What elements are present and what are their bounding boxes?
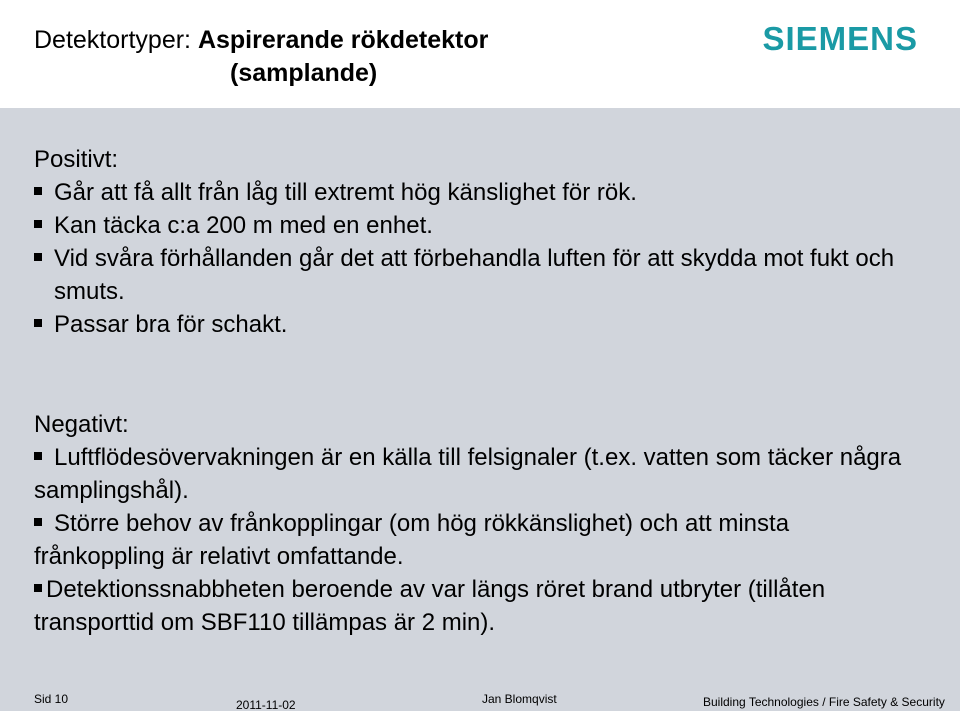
negative-heading: Negativt: [34, 411, 129, 438]
positive-heading: Positivt: [34, 146, 119, 173]
square-bullet-icon [34, 319, 42, 327]
positive-item-text: Vid svåra förhållanden går det att förbehandla luften för att skydda mot fukt och smuts. [54, 245, 895, 305]
positive-item-text: Passar bra för schakt. [54, 311, 288, 338]
negative-item-text: Luftflödesövervakningen är en källa till felsignaler (t.ex. vatten som täcker några samplingshål). [34, 444, 902, 504]
slide-content [0, 108, 960, 678]
negative-item-text: Större behov av frånkopplingar (om hög rökkänslighet) och att minsta frånkoppling är relativt omfattande. [34, 510, 790, 570]
slide-footer [0, 678, 960, 711]
footer-date: 2011-11-02 [236, 698, 296, 712]
siemens-logo: SIEMENS [762, 20, 918, 57]
negative-section [34, 408, 920, 639]
negative-item-text: Detektionssnabbheten beroende av var längs röret brand utbryter (tillåten transporttid om SBF110 tillämpas är 2 min). [34, 576, 826, 636]
footer-department: Building Technologies / Fire Safety & Security [703, 695, 945, 709]
positive-item [34, 209, 920, 242]
title-prefix: Detektortyper: [34, 26, 198, 54]
positive-item-text: Kan täcka c:a 200 m med en enhet. [54, 212, 433, 239]
positive-item [34, 242, 920, 308]
slide-title [34, 24, 488, 90]
title-main: Aspirerande rökdetektor [197, 26, 489, 54]
title-subtitle: (samplande) [230, 59, 378, 87]
slide-header [0, 0, 960, 108]
square-bullet-icon [34, 253, 42, 261]
square-bullet-icon [34, 187, 42, 195]
negative-item [34, 441, 920, 507]
negative-item [34, 507, 920, 573]
positive-item [34, 308, 920, 341]
positive-item-text: Går att få allt från låg till extremt hög känslighet för rök. [54, 179, 637, 206]
square-bullet-icon [34, 518, 42, 526]
page-number: Sid 10 [34, 692, 69, 706]
negative-item [34, 573, 920, 639]
positive-section [34, 143, 920, 341]
square-bullet-icon [34, 220, 42, 228]
square-bullet-icon [34, 452, 42, 460]
square-bullet-icon [34, 584, 42, 592]
footer-author: Jan Blomqvist [482, 692, 557, 706]
positive-item [34, 176, 920, 209]
